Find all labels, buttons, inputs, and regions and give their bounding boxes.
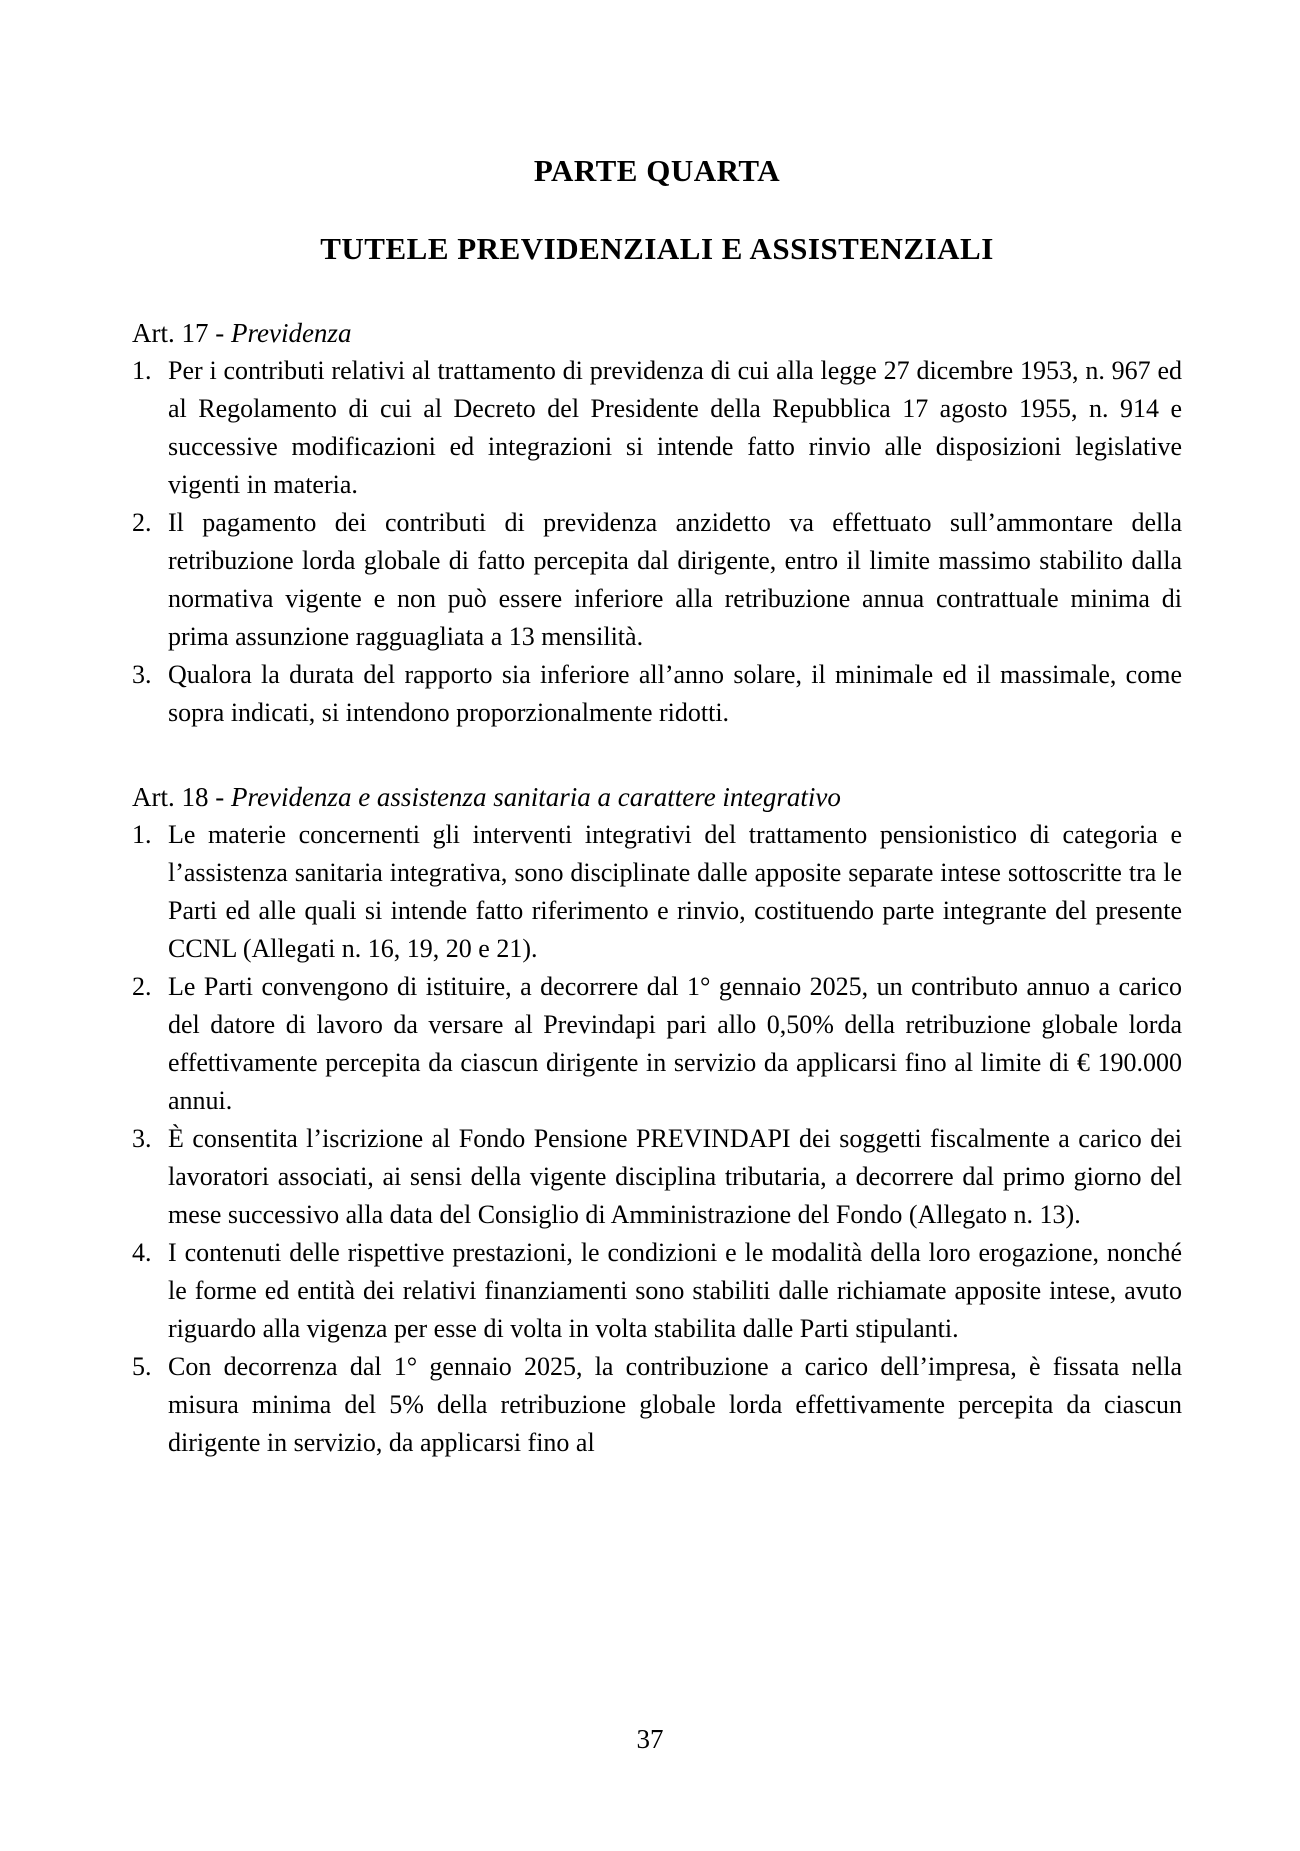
article-17-items [132, 352, 1182, 732]
list-item [132, 352, 1182, 504]
article-17-title: Previdenza [230, 318, 352, 348]
item-text: Il pagamento dei contributi di previdenza anzidetto va effettuato sull’ammontare della retribuzione lorda globale di fatto percepita dal dirigente, entro il limite massimo stabilito dalla normativa vigente e non può essere inferiore alla retribuzione annua contrattuale minima di prima assunzione ragguagliata a 13 mensilità. [168, 508, 1182, 651]
item-number: 3. [132, 660, 152, 689]
list-item [132, 656, 1182, 732]
list-item [132, 1234, 1182, 1348]
item-text: I contenuti delle rispettive prestazioni, le condizioni e le modalità della loro erogazione, nonché le forme ed entità dei relativi finanziamenti sono stabiliti dalle richiamate apposite intese, avuto riguardo alla vigenza per esse di volta in volta stabilita dalle Parti stipulanti. [168, 1238, 1182, 1343]
article-18-label: Art. 18 - [132, 782, 225, 812]
list-item [132, 504, 1182, 656]
item-number: 2. [132, 508, 152, 537]
section-title: TUTELE PREVIDENZIALI E ASSISTENZIALI [320, 231, 994, 266]
article-18 [132, 778, 1182, 1462]
article-17 [132, 314, 1182, 732]
item-number: 3. [132, 1124, 152, 1153]
item-number: 2. [132, 972, 152, 1001]
item-text: Per i contributi relativi al trattamento di previdenza di cui alla legge 27 dicembre 1953, n. 967 ed al Regolamento di cui al Decreto del Presidente della Repubblica 17 agosto 1955, n. 914 e successive modificazioni ed integrazioni si intende fatto rinvio alle disposizioni legislative vigenti in materia. [168, 356, 1182, 499]
item-number: 4. [132, 1238, 152, 1267]
article-18-title: Previdenza e assistenza sanitaria a carattere integrativo [230, 782, 841, 812]
item-text: Con decorrenza dal 1° gennaio 2025, la contribuzione a carico dell’impresa, è fissata nella misura minima del 5% della retribuzione globale lorda effettivamente percepita da ciascun dirigente in servizio, da applicarsi fino al [168, 1352, 1182, 1457]
item-text: È consentita l’iscrizione al Fondo Pensione PREVINDAPI dei soggetti fiscalmente a carico dei lavoratori associati, ai sensi della vigente disciplina tributaria, a decorrere dal primo giorno del mese successivo alla data del Consiglio di Amministrazione del Fondo (Allegato n. 13). [168, 1124, 1182, 1229]
list-item [132, 1348, 1182, 1462]
article-17-heading [132, 314, 1182, 352]
list-item [132, 816, 1182, 968]
item-number: 1. [132, 820, 152, 849]
list-item [132, 968, 1182, 1120]
item-text: Qualora la durata del rapporto sia inferiore all’anno solare, il minimale ed il massimale, come sopra indicati, si intendono proporzionalmente ridotti. [168, 660, 1182, 727]
item-text: Le materie concernenti gli interventi integrativi del trattamento pensionistico di categoria e l’assistenza sanitaria integrativa, sono disciplinate dalle apposite separate intese sottoscritte tra le Parti ed alle quali si intende fatto riferimento e rinvio, costituendo parte integrante del presente CCNL (Allegati n. 16, 19, 20 e 21). [168, 820, 1182, 963]
part-title: PARTE QUARTA [533, 153, 781, 188]
item-number: 1. [132, 356, 152, 385]
article-18-items [132, 816, 1182, 1462]
item-number: 5. [132, 1352, 152, 1381]
item-text: Le Parti convengono di istituire, a decorrere dal 1° gennaio 2025, un contributo annuo a carico del datore di lavoro da versare al Previndapi pari allo 0,50% della retribuzione globale lorda effettivamente percepita da ciascun dirigente in servizio da applicarsi fino al limite di € 190.000 annui. [168, 972, 1182, 1115]
article-18-heading [132, 778, 1182, 816]
page-number: 37 [636, 1724, 664, 1754]
list-item [132, 1120, 1182, 1234]
article-17-label: Art. 17 - [132, 318, 225, 348]
